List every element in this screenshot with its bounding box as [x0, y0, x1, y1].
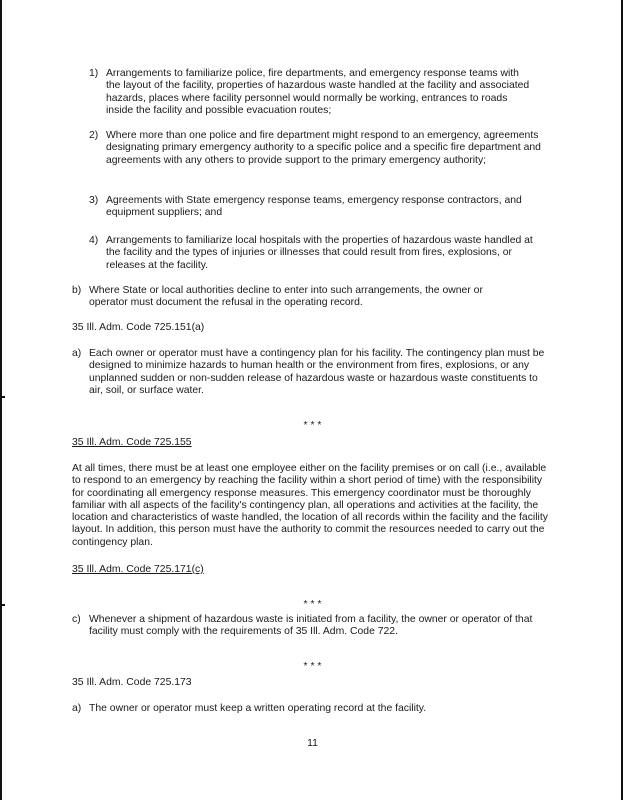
list-item-number: 2): [89, 130, 99, 141]
citation-725-151a: 35 Ill. Adm. Code 725.151(a): [72, 322, 205, 333]
scan-border-right: [621, 0, 623, 800]
section-151a-text: Each owner or operator must have a contingency plan for his facility. The contingency plan must be designed to minimize hazards to human health or the environment from fires, explosions, or any unplanned sudden or non-sudden release of hazardous waste or hazardous waste constituents to air, soil, or surface water.: [89, 348, 545, 396]
citation-725-171c: 35 Ill. Adm. Code 725.171(c): [72, 564, 204, 575]
subsection-label: a): [72, 348, 82, 359]
list-item-text: Arrangements to familiarize local hospitals with the properties of hazardous waste handled at the facility and the types of injuries or illnesses that could result from fires, explosions, or releases at the facility.: [106, 235, 533, 271]
subsection-label: b): [72, 285, 82, 296]
section-171c-text: Whenever a shipment of hazardous waste is initiated from a facility, the owner or operator of that facility must comply with the requirements of 35 Ill. Adm. Code 722.: [89, 614, 533, 638]
subsection-label: a): [72, 703, 82, 714]
section-155-text: At all times, there must be at least one employee either on the facility premises or on call (i.e., available to respond to an emergency by reaching the facility within a short period of time) with the responsibility for coordinating all emergency response measures. This emergency coordinator must be thoroughly familiar with all aspects of the facility's contingency plan, all operations and activities at the facility, the location and characteristics of waste handled, the location of all records within the facility and the facility layout. In addition, this person must have the authority to commit the resources needed to carry out the contingency plan.: [72, 463, 548, 548]
subsection-b-text: Where State or local authorities decline to enter into such arrangements, the owner or operator must document the refusal in the operating record.: [89, 285, 483, 309]
citation-725-155: 35 Ill. Adm. Code 725.155: [72, 437, 192, 448]
scan-border-left: [0, 0, 2, 800]
page-number: 11: [307, 738, 318, 750]
list-item-text: Where more than one police and fire department might respond to an emergency, agreements designating primary emergency authority to a specific police and a specific fire department and agreements with any others to provide support to the primary emergency authority;: [106, 130, 541, 166]
list-item-number: 4): [89, 235, 99, 246]
list-item-text: Agreements with State emergency response teams, emergency response contractors, and equipment suppliers; and: [106, 195, 522, 219]
ellipsis-separator: * * *: [303, 599, 322, 611]
scan-mark: [0, 396, 5, 398]
subsection-label: c): [72, 614, 81, 625]
list-item-text: Arrangements to familiarize police, fire departments, and emergency response teams with the layout of the facility, properties of hazardous waste handled at the facility and associated hazards, places where facility personnel would normally be working, entrances to roads inside the facility and possible evacuation routes;: [106, 68, 530, 116]
ellipsis-separator: * * *: [303, 661, 322, 673]
section-173a-text: The owner or operator must keep a written operating record at the facility.: [89, 703, 427, 714]
ellipsis-separator: * * *: [303, 420, 322, 432]
list-item-number: 3): [89, 195, 99, 206]
citation-725-173: 35 Ill. Adm. Code 725.173: [72, 677, 192, 688]
list-item-number: 1): [89, 68, 99, 79]
